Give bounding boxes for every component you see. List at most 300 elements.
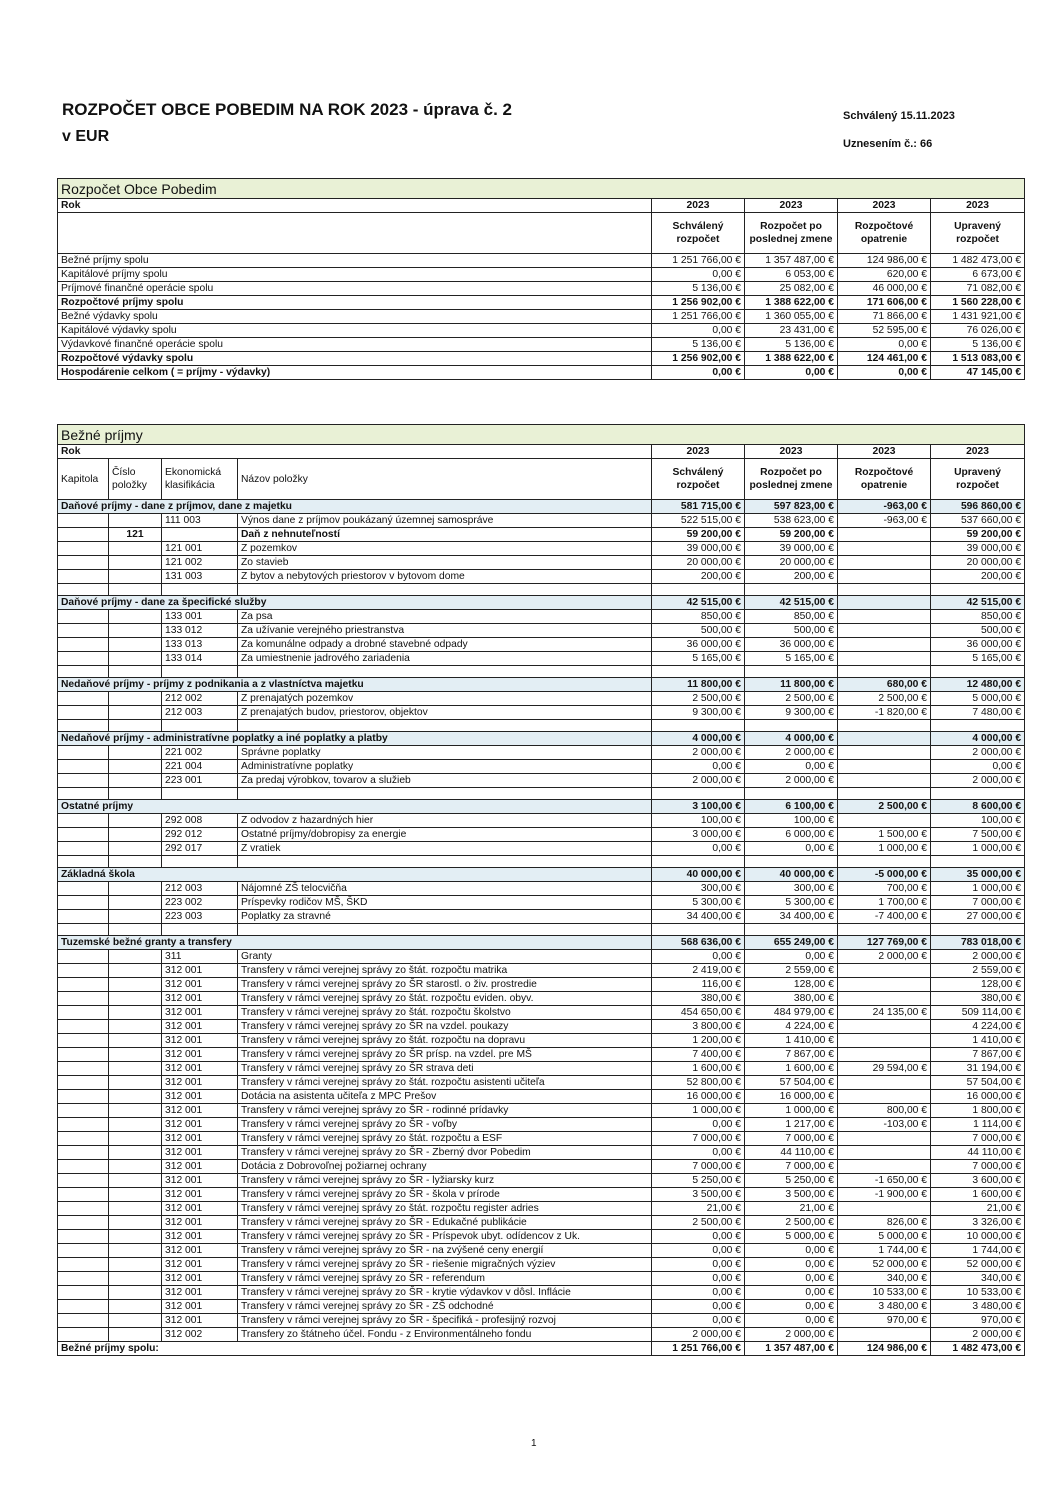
spacer-row (58, 924, 1025, 936)
item-row (58, 610, 1025, 624)
chapter-cell (58, 1146, 109, 1160)
year-cell: 2023 (652, 445, 745, 459)
amount-cell (838, 542, 931, 556)
approval-date: Schválený 15.11.2023 (843, 110, 955, 122)
group-header-row (58, 936, 1025, 950)
summary-row (58, 352, 1025, 366)
economic-code: 312 001 (162, 1244, 238, 1258)
amount-cell: 581 715,00 € (652, 500, 745, 514)
group-header-row (58, 732, 1025, 746)
amount-cell: 6 053,00 € (745, 268, 838, 282)
chapter-cell (58, 1188, 109, 1202)
amount-cell: 1 388 622,00 € (745, 296, 838, 310)
item-name: Transfery v rámci verejnej správy zo ŠR - Edukačné publikácie (238, 1216, 652, 1230)
item-number (109, 1286, 162, 1300)
economic-code: 311 (162, 950, 238, 964)
empty-cell (931, 788, 1025, 800)
chapter-cell (58, 1328, 109, 1342)
amount-cell: 23 431,00 € (745, 324, 838, 338)
amount-cell (838, 638, 931, 652)
amount-cell (838, 1132, 931, 1146)
economic-code: 312 001 (162, 1062, 238, 1076)
chapter-cell (58, 638, 109, 652)
amount-cell: 59 200,00 € (745, 528, 838, 542)
chapter-cell (58, 706, 109, 720)
spacer-row (58, 788, 1025, 800)
economic-code: 133 013 (162, 638, 238, 652)
empty-cell (652, 856, 745, 868)
amount-cell: 454 650,00 € (652, 1006, 745, 1020)
item-row (58, 652, 1025, 666)
item-number (109, 1006, 162, 1020)
column-header: Rozpočet po poslednej zmene (745, 213, 838, 254)
item-row (58, 950, 1025, 964)
amount-cell: 1 251 766,00 € (652, 254, 745, 268)
income-table (57, 424, 1025, 1356)
column-header: Schválený rozpočet (652, 459, 745, 500)
amount-cell: 5 000,00 € (838, 1230, 931, 1244)
empty-cell (58, 666, 109, 678)
item-row (58, 760, 1025, 774)
economic-code: 223 003 (162, 910, 238, 924)
amount-cell: 0,00 € (838, 366, 931, 380)
chapter-cell (58, 760, 109, 774)
item-number (109, 896, 162, 910)
chapter-cell (58, 570, 109, 584)
amount-cell: 52 000,00 € (931, 1258, 1025, 1272)
empty-cell (109, 666, 162, 678)
chapter-cell (58, 1272, 109, 1286)
amount-cell: 39 000,00 € (931, 542, 1025, 556)
group-header-row (58, 800, 1025, 814)
amount-cell: 71 082,00 € (931, 282, 1025, 296)
amount-cell: 6 000,00 € (745, 828, 838, 842)
amount-cell: 9 300,00 € (652, 706, 745, 720)
amount-cell: 1 000,00 € (931, 842, 1025, 856)
amount-cell: 128,00 € (745, 978, 838, 992)
item-name: Transfery v rámci verejnej správy zo ŠR - lyžiarsky kurz (238, 1174, 652, 1188)
item-name: Dotácia na asistenta učiteľa z MPC Prešov (238, 1090, 652, 1104)
amount-cell: 200,00 € (745, 570, 838, 584)
item-name: Transfery v rámci verejnej správy zo ŠR - riešenie migračných výziev (238, 1258, 652, 1272)
amount-cell: 1 200,00 € (652, 1034, 745, 1048)
chapter-cell (58, 1244, 109, 1258)
amount-cell: 35 000,00 € (931, 868, 1025, 882)
item-row (58, 514, 1025, 528)
amount-cell: 31 194,00 € (931, 1062, 1025, 1076)
item-number (109, 1174, 162, 1188)
chapter-cell (58, 528, 109, 542)
empty-cell (652, 666, 745, 678)
item-number (109, 1216, 162, 1230)
amount-cell: 7 000,00 € (931, 896, 1025, 910)
item-row (58, 882, 1025, 896)
column-header: Ekonomická klasifikácia (162, 459, 238, 500)
item-number (109, 624, 162, 638)
amount-cell: 20 000,00 € (931, 556, 1025, 570)
amount-cell: 27 000,00 € (931, 910, 1025, 924)
amount-cell: 680,00 € (838, 678, 931, 692)
amount-cell: 7 867,00 € (745, 1048, 838, 1062)
economic-code: 312 001 (162, 978, 238, 992)
empty-cell (838, 856, 931, 868)
empty-cell (838, 666, 931, 678)
economic-code: 312 001 (162, 1160, 238, 1174)
amount-cell: 52 800,00 € (652, 1076, 745, 1090)
chapter-cell (58, 896, 109, 910)
amount-cell: 0,00 € (652, 1258, 745, 1272)
economic-code: 312 001 (162, 1020, 238, 1034)
amount-cell: 7 500,00 € (931, 828, 1025, 842)
empty-cell (162, 666, 238, 678)
year-cell: 2023 (931, 199, 1025, 213)
economic-code: 312 001 (162, 1146, 238, 1160)
empty-cell (162, 788, 238, 800)
amount-cell: 10 000,00 € (931, 1230, 1025, 1244)
row-label: Hospodárenie celkom ( = príjmy - výdavky) (58, 366, 652, 380)
amount-cell: 59 200,00 € (652, 528, 745, 542)
chapter-cell (58, 624, 109, 638)
amount-cell: 500,00 € (652, 624, 745, 638)
empty-cell (838, 584, 931, 596)
item-number (109, 1118, 162, 1132)
column-caption-row (58, 213, 1025, 254)
empty-cell (109, 924, 162, 936)
amount-cell: 0,00 € (652, 1244, 745, 1258)
spacer-row (58, 720, 1025, 732)
amount-cell: 21,00 € (931, 1202, 1025, 1216)
amount-cell: 0,00 € (652, 324, 745, 338)
economic-code: 312 001 (162, 1230, 238, 1244)
empty-cell (931, 584, 1025, 596)
amount-cell: 76 026,00 € (931, 324, 1025, 338)
chapter-cell (58, 814, 109, 828)
amount-cell: 3 480,00 € (838, 1300, 931, 1314)
amount-cell: 1 600,00 € (652, 1062, 745, 1076)
economic-code (162, 528, 238, 542)
item-name: Za užívanie verejného priestranstva (238, 624, 652, 638)
chapter-cell (58, 774, 109, 788)
empty-cell (745, 666, 838, 678)
item-number (109, 1020, 162, 1034)
amount-cell: 2 500,00 € (652, 692, 745, 706)
amount-cell: 6 673,00 € (931, 268, 1025, 282)
amount-cell (838, 964, 931, 978)
group-name: Ostatné príjmy (58, 800, 652, 814)
summary-row (58, 296, 1025, 310)
item-row (58, 978, 1025, 992)
amount-cell: 380,00 € (652, 992, 745, 1006)
item-name: Transfery v rámci verejnej správy zo štát. rozpočtu na dopravu (238, 1034, 652, 1048)
chapter-cell (58, 1090, 109, 1104)
item-row (58, 638, 1025, 652)
item-row (58, 842, 1025, 856)
item-number (109, 514, 162, 528)
amount-cell (838, 624, 931, 638)
amount-cell: 2 000,00 € (931, 950, 1025, 964)
amount-cell (838, 1160, 931, 1174)
empty-cell (58, 924, 109, 936)
amount-cell: 700,00 € (838, 882, 931, 896)
amount-cell: 71 866,00 € (838, 310, 931, 324)
item-number (109, 1188, 162, 1202)
amount-cell (838, 732, 931, 746)
item-row (58, 706, 1025, 720)
empty-cell (238, 666, 652, 678)
economic-code: 221 002 (162, 746, 238, 760)
item-name: Z pozemkov (238, 542, 652, 556)
amount-cell: 7 000,00 € (931, 1132, 1025, 1146)
currency-subtitle: v EUR (62, 128, 110, 145)
amount-cell: -103,00 € (838, 1118, 931, 1132)
amount-cell: 0,00 € (931, 760, 1025, 774)
amount-cell (838, 1048, 931, 1062)
column-header: Rozpočet po poslednej zmene (745, 459, 838, 500)
empty-cell (652, 788, 745, 800)
chapter-cell (58, 1216, 109, 1230)
group-name: Nedaňové príjmy - administratívne poplatky a iné poplatky a platby (58, 732, 652, 746)
amount-cell: 25 082,00 € (745, 282, 838, 296)
year-cell: 2023 (838, 445, 931, 459)
amount-cell: 2 000,00 € (838, 950, 931, 964)
amount-cell (838, 1146, 931, 1160)
item-name: Transfery v rámci verejnej správy zo štát. rozpočtu asistenti učiteľa (238, 1076, 652, 1090)
economic-code: 121 002 (162, 556, 238, 570)
row-label: Bežné príjmy spolu (58, 254, 652, 268)
empty-cell (162, 856, 238, 868)
chapter-cell (58, 1076, 109, 1090)
item-row (58, 692, 1025, 706)
amount-cell (838, 1090, 931, 1104)
amount-cell: 29 594,00 € (838, 1062, 931, 1076)
empty-cell (109, 788, 162, 800)
group-header-row (58, 500, 1025, 514)
chapter-cell (58, 964, 109, 978)
document-title: ROZPOČET OBCE POBEDIM NA ROK 2023 - úprava č. 2 (62, 100, 512, 119)
item-row (58, 896, 1025, 910)
amount-cell: 6 100,00 € (745, 800, 838, 814)
section-title: Bežné príjmy (58, 425, 1025, 445)
amount-cell: 0,00 € (652, 1300, 745, 1314)
item-row (58, 1188, 1025, 1202)
column-header: Rozpočtové opatrenie (838, 459, 931, 500)
amount-cell: 16 000,00 € (652, 1090, 745, 1104)
amount-cell: 44 110,00 € (931, 1146, 1025, 1160)
income-section-header (58, 425, 1025, 445)
amount-cell: 20 000,00 € (745, 556, 838, 570)
total-row (58, 1342, 1025, 1356)
year-cell: 2023 (838, 199, 931, 213)
amount-cell (838, 652, 931, 666)
economic-code: 212 002 (162, 692, 238, 706)
spacer-row (58, 856, 1025, 868)
economic-code: 312 001 (162, 1048, 238, 1062)
group-header-row (58, 596, 1025, 610)
amount-cell: 40 000,00 € (745, 868, 838, 882)
amount-cell: 3 600,00 € (931, 1174, 1025, 1188)
empty-cell (109, 584, 162, 596)
item-number (109, 964, 162, 978)
amount-cell: 300,00 € (745, 882, 838, 896)
item-number (109, 1048, 162, 1062)
group-header-row (58, 868, 1025, 882)
item-number (109, 570, 162, 584)
year-row (58, 445, 1025, 459)
summary-row (58, 310, 1025, 324)
page-number: 1 (531, 1438, 537, 1449)
amount-cell: 1 000,00 € (838, 842, 931, 856)
amount-cell: 4 224,00 € (931, 1020, 1025, 1034)
economic-code: 131 003 (162, 570, 238, 584)
empty-cell (238, 924, 652, 936)
item-number (109, 1258, 162, 1272)
chapter-cell (58, 1048, 109, 1062)
item-name: Granty (238, 950, 652, 964)
amount-cell: 2 000,00 € (652, 1328, 745, 1342)
amount-cell: 620,00 € (838, 268, 931, 282)
amount-cell: -1 650,00 € (838, 1174, 931, 1188)
item-row (58, 1118, 1025, 1132)
chapter-cell (58, 652, 109, 666)
item-name: Transfery v rámci verejnej správy zo ŠR starostl. o živ. prostredie (238, 978, 652, 992)
item-name: Transfery v rámci verejnej správy zo štát. rozpočtu register adries (238, 1202, 652, 1216)
item-number (109, 1034, 162, 1048)
row-label: Kapitálové príjmy spolu (58, 268, 652, 282)
item-number (109, 774, 162, 788)
amount-cell: 1 251 766,00 € (652, 1342, 745, 1356)
item-name: Transfery v rámci verejnej správy zo ŠR - špecifiká - profesijný rozvoj (238, 1314, 652, 1328)
amount-cell: 7 000,00 € (931, 1160, 1025, 1174)
item-number (109, 842, 162, 856)
amount-cell: 8 600,00 € (931, 800, 1025, 814)
chapter-cell (58, 950, 109, 964)
chapter-cell (58, 514, 109, 528)
item-row (58, 556, 1025, 570)
amount-cell: 21,00 € (745, 1202, 838, 1216)
amount-cell: 340,00 € (838, 1272, 931, 1286)
amount-cell: 1 217,00 € (745, 1118, 838, 1132)
row-label: Kapitálové výdavky spolu (58, 324, 652, 338)
item-row (58, 1258, 1025, 1272)
item-row (58, 1132, 1025, 1146)
amount-cell: 1 500,00 € (838, 828, 931, 842)
amount-cell: 3 500,00 € (652, 1188, 745, 1202)
item-row (58, 1160, 1025, 1174)
economic-code: 312 001 (162, 964, 238, 978)
summary-row (58, 366, 1025, 380)
item-name: Transfery v rámci verejnej správy zo ŠR - na zvýšené ceny energií (238, 1244, 652, 1258)
amount-cell: 39 000,00 € (652, 542, 745, 556)
column-header: Kapitola (58, 459, 109, 500)
item-row (58, 992, 1025, 1006)
amount-cell: 340,00 € (931, 1272, 1025, 1286)
amount-cell: 300,00 € (652, 882, 745, 896)
year-cell: 2023 (931, 445, 1025, 459)
spacer-row (58, 584, 1025, 596)
amount-cell: 1 431 921,00 € (931, 310, 1025, 324)
amount-cell: 47 145,00 € (931, 366, 1025, 380)
amount-cell: 128,00 € (931, 978, 1025, 992)
amount-cell: 42 515,00 € (652, 596, 745, 610)
chapter-cell (58, 1006, 109, 1020)
item-row (58, 1202, 1025, 1216)
chapter-cell (58, 978, 109, 992)
amount-cell: 0,00 € (745, 760, 838, 774)
economic-code: 292 012 (162, 828, 238, 842)
item-name: Z vratiek (238, 842, 652, 856)
economic-code: 312 001 (162, 1188, 238, 1202)
amount-cell: 2 000,00 € (931, 774, 1025, 788)
item-row (58, 964, 1025, 978)
empty-cell (931, 856, 1025, 868)
empty-cell (652, 720, 745, 732)
empty-cell (745, 584, 838, 596)
economic-code: 133 012 (162, 624, 238, 638)
amount-cell (838, 1020, 931, 1034)
amount-cell: 1 388 622,00 € (745, 352, 838, 366)
empty-cell (931, 666, 1025, 678)
item-row (58, 1174, 1025, 1188)
amount-cell: 5 250,00 € (745, 1174, 838, 1188)
summary-row (58, 338, 1025, 352)
chapter-cell (58, 1230, 109, 1244)
item-name: Transfery zo štátneho účel. Fondu - z Environmentálneho fondu (238, 1328, 652, 1342)
amount-cell: 522 515,00 € (652, 514, 745, 528)
item-name: Transfery v rámci verejnej správy zo ŠR - škola v prírode (238, 1188, 652, 1202)
item-name: Za predaj výrobkov, tovarov a služieb (238, 774, 652, 788)
item-name: Transfery v rámci verejnej správy zo ŠR - ZŠ odchodné (238, 1300, 652, 1314)
amount-cell: 124 986,00 € (838, 254, 931, 268)
amount-cell: 484 979,00 € (745, 1006, 838, 1020)
amount-cell: 7 000,00 € (745, 1132, 838, 1146)
amount-cell: -963,00 € (838, 500, 931, 514)
amount-cell: 0,00 € (652, 1118, 745, 1132)
chapter-cell (58, 1034, 109, 1048)
amount-cell (838, 610, 931, 624)
group-name: Tuzemské bežné granty a transfery (58, 936, 652, 950)
amount-cell: 0,00 € (745, 842, 838, 856)
economic-code: 312 001 (162, 1300, 238, 1314)
chapter-cell (58, 746, 109, 760)
item-number (109, 1104, 162, 1118)
amount-cell: 0,00 € (652, 1314, 745, 1328)
economic-code: 312 001 (162, 1258, 238, 1272)
amount-cell: 124 461,00 € (838, 352, 931, 366)
empty-cell (58, 720, 109, 732)
amount-cell: 5 250,00 € (652, 1174, 745, 1188)
chapter-cell (58, 992, 109, 1006)
amount-cell: 597 823,00 € (745, 500, 838, 514)
amount-cell: 0,00 € (745, 1272, 838, 1286)
item-name: Za umiestnenie jadrového zariadenia (238, 652, 652, 666)
amount-cell: 57 504,00 € (745, 1076, 838, 1090)
item-name: Príspevky rodičov MŠ, ŠKD (238, 896, 652, 910)
amount-cell: 9 300,00 € (745, 706, 838, 720)
item-number (109, 1300, 162, 1314)
amount-cell: -5 000,00 € (838, 868, 931, 882)
item-number (109, 1202, 162, 1216)
summary-row (58, 268, 1025, 282)
amount-cell: 970,00 € (838, 1314, 931, 1328)
amount-cell: 10 533,00 € (838, 1286, 931, 1300)
item-number (109, 1244, 162, 1258)
amount-cell: 2 000,00 € (745, 746, 838, 760)
column-caption-row (58, 459, 1025, 500)
amount-cell: 500,00 € (931, 624, 1025, 638)
amount-cell: 11 800,00 € (652, 678, 745, 692)
group-name: Bežné príjmy spolu: (58, 1342, 652, 1356)
amount-cell: 596 860,00 € (931, 500, 1025, 514)
